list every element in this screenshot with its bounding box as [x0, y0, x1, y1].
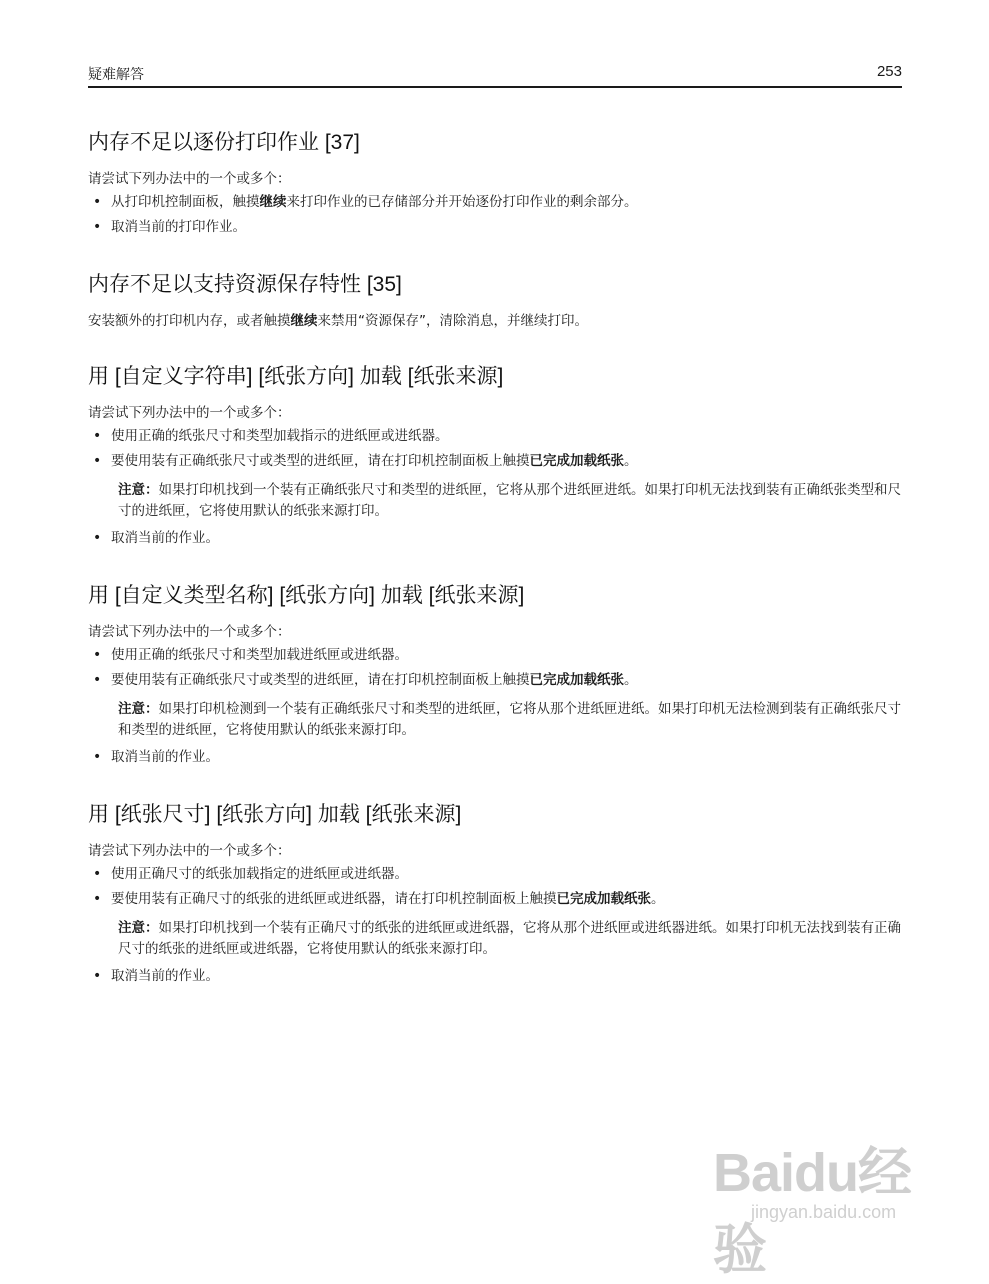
note-label: 注意： [118, 920, 159, 936]
finished-loading-term: 已完成加载纸张 [529, 672, 624, 688]
watermark-url: jingyan.baidu.com [751, 1202, 897, 1222]
section-intro: 安装额外的打印机内存，或者触摸继续来禁用“资源保存”，清除消息，并继续打印。 [88, 313, 588, 329]
page-header [88, 64, 902, 88]
bullet-list [88, 190, 902, 240]
note-text: 如果打印机检测到一个装有正确纸张尺寸和类型的进纸匣，它将从那个进纸匣进纸。如果打印机无法检测到装有正确纸张尺寸和类型的进纸匣，它将使用默认的纸张来源打印。 [118, 701, 901, 738]
finished-loading-term: 已完成加载纸张 [529, 453, 624, 469]
section-title: 内存不足以逐份打印作业 [37] [88, 131, 360, 154]
list-item: • 使用正确的纸张尺寸和类型加载指示的进纸匣或进纸器。 [88, 424, 902, 449]
section-collate-memory [88, 128, 902, 240]
section-intro: 请尝试下列办法中的一个或多个： [88, 171, 291, 187]
section-intro: 请尝试下列办法中的一个或多个： [88, 624, 291, 640]
watermark-logo: Baidu经验 [713, 1143, 912, 1280]
section-load-custom-string [88, 362, 902, 551]
baidu-watermark [713, 1130, 933, 1280]
finished-loading-term: 已完成加载纸张 [556, 891, 651, 907]
note-label: 注意： [118, 701, 159, 717]
bullet-list [88, 643, 902, 770]
list-item: • 要使用装有正确纸张尺寸或类型的进纸匣，请在打印机控制面板上触摸已完成加载纸张。 [88, 449, 902, 474]
note-text: 如果打印机找到一个装有正确尺寸的纸张的进纸匣或进纸器，它将从那个进纸匣或进纸器进纸。如果打印机无法找到装有正确尺寸的纸张的进纸匣或进纸器，它将使用默认的纸张来源打印。 [118, 920, 901, 957]
section-load-custom-type [88, 581, 902, 770]
list-item: • 取消当前的作业。 [88, 964, 902, 989]
note-text: 如果打印机找到一个装有正确纸张尺寸和类型的进纸匣，它将从那个进纸匣进纸。如果打印机无法找到装有正确纸张类型和尺寸的进纸匣，它将使用默认的纸张来源打印。 [118, 482, 901, 519]
section-title: 用 [自定义类型名称] [纸张方向] 加载 [纸张来源] [88, 584, 525, 607]
list-item: • 要使用装有正确纸张尺寸或类型的进纸匣，请在打印机控制面板上触摸已完成加载纸张。 [88, 668, 902, 693]
document-body [88, 128, 902, 1019]
continue-term: 继续 [290, 313, 318, 329]
list-item: • 取消当前的作业。 [88, 745, 902, 770]
section-title: 用 [自定义字符串] [纸张方向] 加载 [纸张来源] [88, 365, 504, 388]
section-resource-save-memory [88, 270, 902, 332]
note [88, 699, 902, 741]
section-load-paper-size [88, 800, 902, 989]
bullet-list [88, 424, 902, 551]
list-item: • 使用正确尺寸的纸张加载指定的进纸匣或进纸器。 [88, 862, 902, 887]
section-title: 内存不足以支持资源保存特性 [35] [88, 273, 402, 296]
list-item: • 取消当前的打印作业。 [88, 215, 902, 240]
continue-term: 继续 [259, 194, 287, 210]
list-item: • 要使用装有正确尺寸的纸张的进纸匣或进纸器，请在打印机控制面板上触摸已完成加载纸张。 [88, 887, 902, 912]
header-section-name: 疑难解答 [88, 67, 144, 83]
note [88, 480, 902, 522]
note-label: 注意： [118, 482, 159, 498]
list-item: • 取消当前的作业。 [88, 526, 902, 551]
list-item: • 从打印机控制面板，触摸继续来打印作业的已存储部分并开始逐份打印作业的剩余部分。 [88, 190, 902, 215]
list-item: • 使用正确的纸张尺寸和类型加载进纸匣或进纸器。 [88, 643, 902, 668]
page-number: 253 [876, 63, 902, 80]
note [88, 918, 902, 960]
section-intro: 请尝试下列办法中的一个或多个： [88, 405, 291, 421]
section-title: 用 [纸张尺寸] [纸张方向] 加载 [纸张来源] [88, 803, 462, 826]
section-intro: 请尝试下列办法中的一个或多个： [88, 843, 291, 859]
bullet-list [88, 862, 902, 989]
